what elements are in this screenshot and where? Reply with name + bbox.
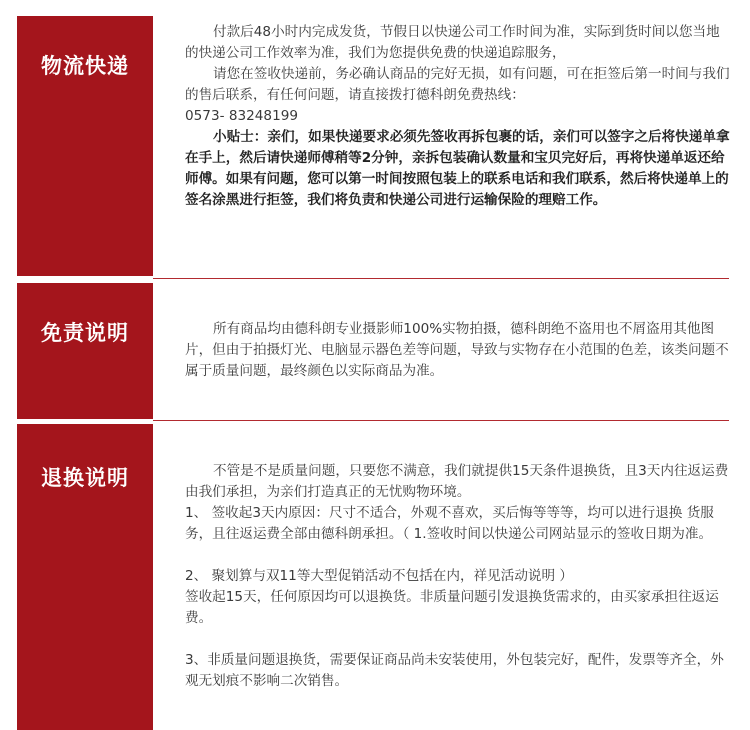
shipping-content [185, 22, 733, 211]
returns-spacer-1 [185, 545, 733, 566]
returns-item-3: 3、非质量问题退换货，需要保证商品尚未安装使用，外包装完好，配件，发票等齐全，外观无划痕不影响二次销售。 [185, 652, 724, 689]
shipping-title: 物流快递 [41, 54, 129, 78]
shipping-paragraph-2: 请您在签收快递前，务必确认商品的完好无损，如有问题，可在拒签后第一时间与我们的售后联系，有任何问题，请直接拨打德科朗免费热线： [185, 66, 730, 103]
returns-paragraph-1: 不管是不是质量问题，只要您不满意，我们就提供15天条件退换货，且3天内往返运费由我们承担，为亲们打造真正的无忧购物环境。 [185, 463, 729, 500]
disclaimer-section [17, 283, 729, 421]
returns-item-2-line-1: 2、 聚划算与双11等大型促销活动不包括在内，祥见活动说明 ） [185, 568, 574, 584]
returns-item-2-line-2: 签收起15天，任何原因均可以退换货。非质量问题引发退换货需求的，由买家承担往返运费。 [185, 589, 719, 626]
returns-content [185, 461, 733, 692]
disclaimer-paragraph: 所有商品均由德科朗专业摄影师100%实物拍摄，德科朗绝不盗用也不屑盗用其他图片，但由于拍摄灯光、电脑显示器色差等问题，导致与实物存在小范围的色差，该类问题不属于质量问题，最终颜色以实际商品为准。 [185, 321, 729, 379]
shipping-divider [153, 278, 729, 279]
disclaimer-title: 免责说明 [41, 321, 129, 345]
returns-label-box [17, 424, 153, 730]
shipping-phone: 0573- 83248199 [185, 108, 299, 124]
disclaimer-content [185, 319, 733, 382]
shipping-label-box [17, 16, 153, 276]
returns-item-1: 1、 签收起3天内原因：尺寸不适合，外观不喜欢，买后悔等等等，均可以进行退换 货服务，且往返运费全部由德科朗承担。（ 1.签收时间以快递公司网站显示的签收日期为准。 [185, 505, 714, 542]
returns-title: 退换说明 [41, 466, 129, 490]
disclaimer-label-box [17, 283, 153, 419]
returns-section [17, 424, 729, 730]
shipping-section [17, 16, 730, 280]
shipping-tip: 小贴士：亲们，如果快递要求必须先签收再拆包裹的话，亲们可以签字之后将快递单拿在手上，然后请快递师傅稍等2分钟，亲拆包装确认数量和宝贝完好后，再将快递单返还给师傅。如果有问题，您可以第一时间按照包装上的联系电话和我们联系，然后将快递单上的签名涂黑进行拒签，我们将负责和快递公司进行运输保险的理赔工作。 [185, 129, 730, 208]
shipping-paragraph-1: 付款后48小时内完成发货，节假日以快递公司工作时间为准，实际到货时间以您当地的快递公司工作效率为准，我们为您提供免费的快递追踪服务， [185, 24, 720, 61]
returns-spacer-2 [185, 629, 733, 650]
disclaimer-divider [153, 420, 729, 421]
